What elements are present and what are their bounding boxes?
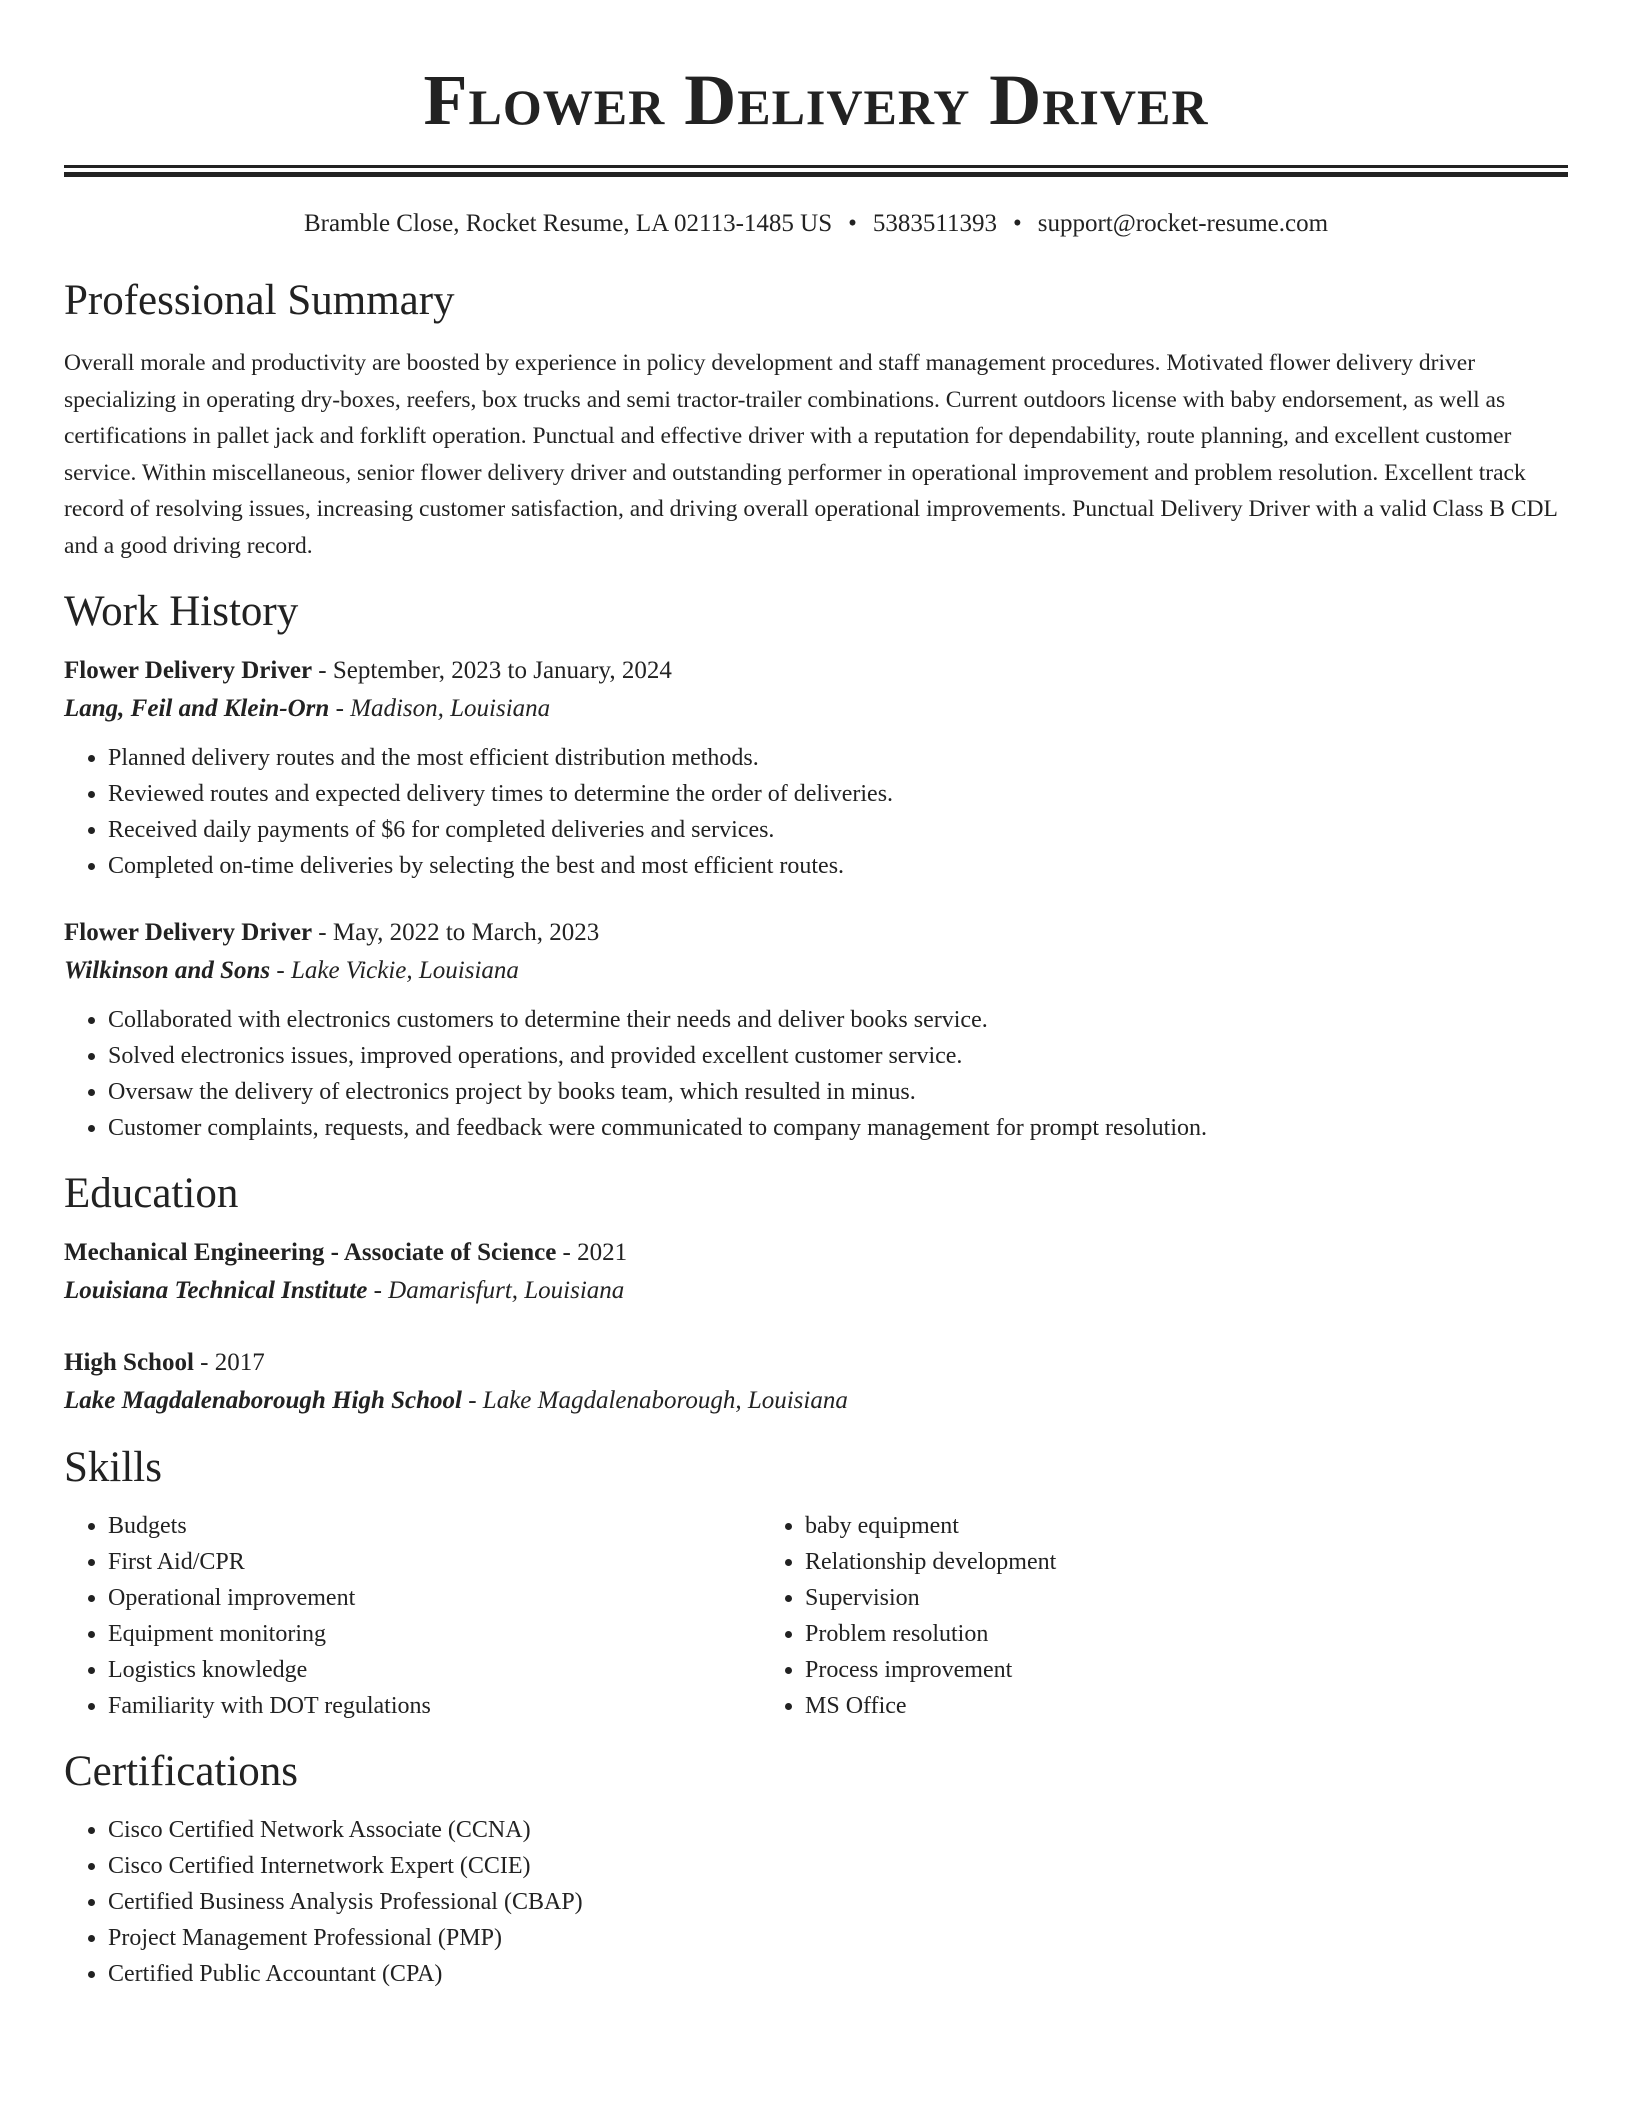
- job-company-line: [64, 690, 1568, 728]
- job-company: Lang, Feil and Klein-Orn: [64, 695, 330, 722]
- job-location: - Lake Vickie, Louisiana: [270, 957, 519, 984]
- job-entry: [64, 652, 1568, 884]
- list-item: • Collaborated with electronics customers to determine their needs and deliver books service.: [108, 1002, 1568, 1038]
- job-dates: - September, 2023 to January, 2024: [312, 657, 672, 684]
- list-item: • Reviewed routes and expected delivery times to determine the order of deliveries.: [108, 776, 1568, 812]
- degree-name: High School: [64, 1349, 194, 1376]
- list-item: • Received daily payments of $6 for completed deliveries and services.: [108, 812, 1568, 848]
- section-heading-skills: Skills: [64, 1444, 162, 1491]
- resume-title: Flower Delivery Driver: [423, 60, 1209, 140]
- school-line: [64, 1382, 1568, 1420]
- skill-item: • Supervision: [805, 1580, 1458, 1616]
- section-heading-summary: Professional Summary: [64, 277, 455, 324]
- contact-email: support@rocket-resume.com: [1037, 210, 1329, 237]
- skill-item: • Problem resolution: [805, 1616, 1458, 1652]
- contact-separator: •: [848, 210, 857, 237]
- contact-line: [64, 207, 1568, 241]
- summary-text: Overall morale and productivity are boosted by experience in policy development and staff management procedures. Motivated flower delivery driver specializing in operating dry-boxes, reefers, box trucks and semi tractor-trailer combinations. Current outdoors license with baby endorsement, as well as certifications in pallet jack and forklift operation. Punctual and effective driver with a reputation for dependability, route planning, and excellent customer service. Within miscellaneous, senior flower delivery driver and outstanding performer in operational improvement and problem resolution. Excellent track record of resolving issues, increasing customer satisfaction, and driving overall operational improvements. Punctual Delivery Driver with a valid Class B CDL and a good driving record.: [64, 350, 1557, 559]
- school-location: - Damarisfurt, Louisiana: [367, 1277, 625, 1304]
- section-heading-certifications: Certifications: [64, 1748, 299, 1795]
- contact-phone: 5383511393: [872, 210, 997, 237]
- list-item: • Oversaw the delivery of electronics project by books team, which resulted in minus.: [108, 1074, 1568, 1110]
- certification-item: • Project Management Professional (PMP): [108, 1920, 1568, 1956]
- contact-separator: •: [1012, 210, 1022, 237]
- list-item: • Solved electronics issues, improved operations, and provided excellent customer service.: [108, 1038, 1568, 1074]
- list-item: • Completed on-time deliveries by selecting the best and most efficient routes.: [108, 848, 1568, 884]
- certification-item: • Cisco Certified Internetwork Expert (CCIE): [108, 1848, 1568, 1884]
- list-item: • Planned delivery routes and the most efficient distribution methods.: [108, 740, 1568, 776]
- certification-item: • Certified Public Accountant (CPA): [108, 1956, 1568, 1992]
- skill-item: • First Aid/CPR: [108, 1544, 761, 1580]
- skill-item: • Relationship development: [805, 1544, 1458, 1580]
- degree-name: Mechanical Engineering - Associate of Science: [64, 1239, 557, 1266]
- contact-address: Bramble Close, Rocket Resume, LA 02113-1485 US: [303, 210, 833, 237]
- certification-item: • Cisco Certified Network Associate (CCNA): [108, 1812, 1568, 1848]
- skill-item: • Familiarity with DOT regulations: [108, 1688, 761, 1724]
- section-heading-work-history: Work History: [64, 588, 299, 635]
- degree-year: - 2017: [193, 1349, 265, 1376]
- school-line: [64, 1272, 1568, 1310]
- job-title: Flower Delivery Driver: [64, 657, 313, 684]
- job-company: Wilkinson and Sons: [64, 957, 271, 984]
- skills-column-right: [761, 1508, 1458, 1724]
- skill-item: • MS Office: [805, 1688, 1458, 1724]
- education-entry: [64, 1234, 1568, 1310]
- job-company-line: [64, 952, 1568, 990]
- section-heading-education: Education: [64, 1170, 239, 1217]
- skill-item: • Process improvement: [805, 1652, 1458, 1688]
- degree-line: [64, 1344, 1568, 1382]
- job-location: - Madison, Louisiana: [329, 695, 551, 722]
- certifications-list: [64, 1812, 1568, 1992]
- skill-item: • Logistics knowledge: [108, 1652, 761, 1688]
- education-entry: [64, 1344, 1568, 1420]
- school-location: - Lake Magdalenaborough, Louisiana: [461, 1387, 848, 1414]
- skill-item: • Budgets: [108, 1508, 761, 1544]
- job-bullets: [64, 740, 1568, 884]
- job-title: Flower Delivery Driver: [64, 919, 313, 946]
- job-title-line: [64, 914, 1568, 952]
- job-dates: - May, 2022 to March, 2023: [312, 919, 600, 946]
- degree-year: - 2021: [556, 1239, 628, 1266]
- title-double-rule: [64, 165, 1568, 177]
- job-entry: [64, 914, 1568, 1146]
- skill-item: • Equipment monitoring: [108, 1616, 761, 1652]
- job-bullets: [64, 1002, 1568, 1146]
- job-title-line: [64, 652, 1568, 690]
- certification-item: • Certified Business Analysis Professional (CBAP): [108, 1884, 1568, 1920]
- school-name: Louisiana Technical Institute: [64, 1277, 368, 1304]
- skill-item: • Operational improvement: [108, 1580, 761, 1616]
- list-item: • Customer complaints, requests, and feedback were communicated to company management for prompt resolution.: [108, 1110, 1568, 1146]
- degree-line: [64, 1234, 1568, 1272]
- skills-grid: [64, 1508, 1568, 1724]
- skills-column-left: [64, 1508, 761, 1724]
- skill-item: • baby equipment: [805, 1508, 1458, 1544]
- school-name: Lake Magdalenaborough High School: [64, 1387, 462, 1414]
